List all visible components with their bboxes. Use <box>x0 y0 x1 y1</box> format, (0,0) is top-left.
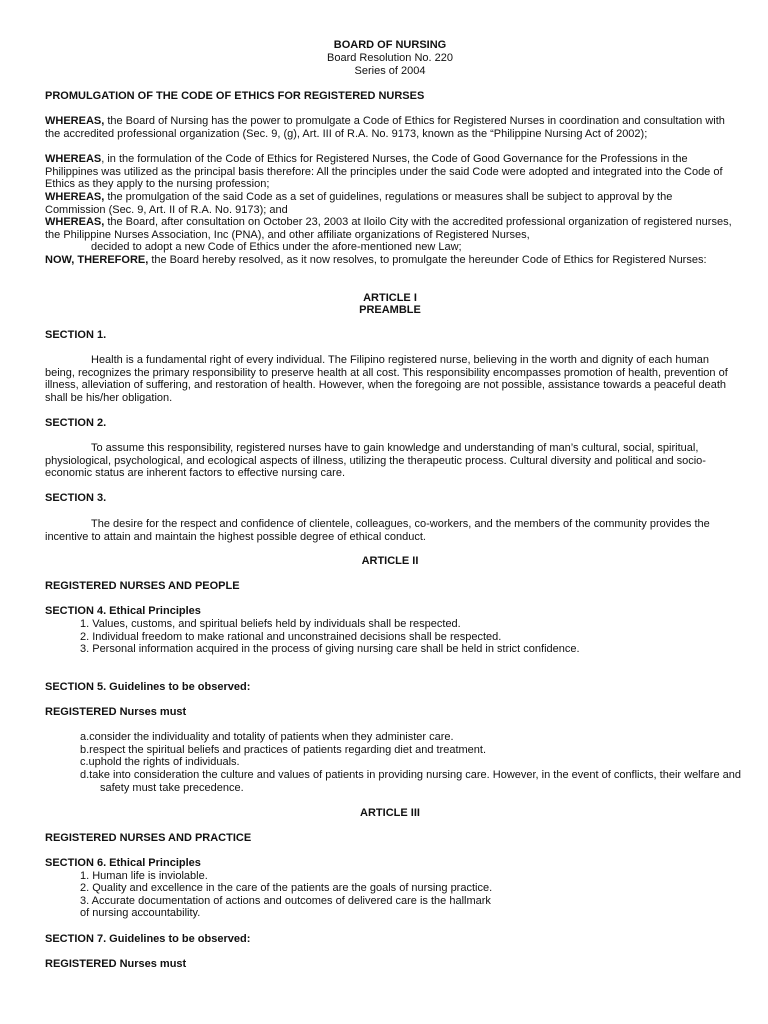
section-4-title: SECTION 4. Ethical Principles <box>45 605 201 617</box>
now-therefore-clause <box>45 254 735 267</box>
whereas-clause-1 <box>45 115 735 140</box>
article-2-title: ARTICLE II <box>361 555 419 567</box>
whereas-lead: WHEREAS <box>45 153 102 165</box>
series-year: Series of 2004 <box>354 65 426 77</box>
list-item: 3. Personal information acquired in the process of giving nursing care shall be held in strict confidence. <box>80 643 580 655</box>
now-therefore-lead: NOW, THEREFORE, <box>45 254 149 266</box>
article-1-subtitle: PREAMBLE <box>359 304 421 316</box>
whereas-lead: WHEREAS, <box>45 115 105 127</box>
section-5-lead: REGISTERED Nurses must <box>45 706 187 718</box>
list-item: 3. Accurate documentation of actions and outcomes of delivered care is the hallmark <box>80 895 491 907</box>
whereas-text: the Board, after consultation on October 23, 2003 at Iloilo City with the accredited professional organization of registered nurses, the Philippine Nurses Association, Inc (PNA), and other affiliate organizations of Registered Nurses, <box>45 216 732 241</box>
list-item: 1. Human life is inviolable. <box>80 870 208 882</box>
article-3-title: ARTICLE III <box>360 807 420 819</box>
section-1-title: SECTION 1. <box>45 329 107 341</box>
list-item: a.consider the individuality and totality of patients when they administer care. <box>80 731 454 743</box>
whereas-text: the promulgation of the said Code as a set of guidelines, regulations or measures shall be subject to approval by the Commission (Sec. 9, Art. II of R.A. No. 9173); and <box>45 191 673 216</box>
section-3-title: SECTION 3. <box>45 492 107 504</box>
section-3-text: The desire for the respect and confidence of clientele, colleagues, co-workers, and the members of the community provides the incentive to attain and maintain the highest possible degree of ethical conduct. <box>45 518 710 543</box>
section-2-text: To assume this responsibility, registered nurses have to gain knowledge and understanding of man’s cultural, social, spiritual, physiological, psychological, and ecological aspects of illness, utilizing the therapeutic process. Cultural diversity and political and socio-economic status are inherent factors to effective nursing care. <box>45 442 706 480</box>
whereas-text: , in the formulation of the Code of Ethics for Registered Nurses, the Code of Good Governance for the Professions in the Philippines was utilized as the principal basis therefore: All the principles under the said Code were adopted and integrated into the Code of Ethics as they apply to the nursing profession; <box>45 153 723 191</box>
whereas-clause-4 <box>45 216 735 241</box>
whereas-clause-3 <box>45 191 735 216</box>
list-item: c.uphold the rights of individuals. <box>80 756 240 768</box>
now-therefore-text: the Board hereby resolved, as it now resolves, to promulgate the hereunder Code of Ethics for Registered Nurses: <box>148 254 707 266</box>
section-2-title: SECTION 2. <box>45 417 107 429</box>
section-5-title: SECTION 5. Guidelines to be observed: <box>45 681 251 693</box>
section-7-lead: REGISTERED Nurses must <box>45 958 187 970</box>
section-6-title: SECTION 6. Ethical Principles <box>45 857 201 869</box>
list-item-continuation: of nursing accountability. <box>80 907 201 919</box>
whereas-text: the Board of Nursing has the power to promulgate a Code of Ethics for Registered Nurses in coordination and consultation with the accredited professional organization (Sec. 9, (g), Art. III of R.A. No. 9173, known as the “Philippine Nursing Act of 2002); <box>45 115 725 140</box>
main-title: PROMULGATION OF THE CODE OF ETHICS FOR REGISTERED NURSES <box>45 90 425 102</box>
whereas-text: decided to adopt a new Code of Ethics under the afore-mentioned new Law; <box>91 241 462 253</box>
article-1-title: ARTICLE I <box>363 292 417 304</box>
resolution-number: Board Resolution No. 220 <box>327 52 453 64</box>
board-title: BOARD OF NURSING <box>333 39 447 51</box>
whereas-clause-4-cont <box>91 241 735 254</box>
article-2-heading: REGISTERED NURSES AND PEOPLE <box>45 580 240 592</box>
section-1-text: Health is a fundamental right of every individual. The Filipino registered nurse, believing in the worth and dignity of each human being, recognizes the primary responsibility to preserve health at all cost. This responsibility encompasses promotion of health, prevention of illness, alleviation of suffering, and restoration of health. However, when the foregoing are not possible, assistance towards a peaceful death shall be his/her obligation. <box>45 354 728 404</box>
article-3-heading: REGISTERED NURSES AND PRACTICE <box>45 832 252 844</box>
list-item: 1. Values, customs, and spiritual beliefs held by individuals shall be respected. <box>80 618 461 630</box>
list-item: b.respect the spiritual beliefs and practices of patients regarding diet and treatment. <box>80 744 487 756</box>
section-7-title: SECTION 7. Guidelines to be observed: <box>45 933 251 945</box>
whereas-clause-2 <box>45 153 735 191</box>
list-item: 2. Quality and excellence in the care of the patients are the goals of nursing practice. <box>80 882 493 894</box>
list-item: d.take into consideration the culture and values of patients in providing nursing care. However, in the event of conflicts, their welfare and safety must take precedence. <box>80 769 741 794</box>
list-item: 2. Individual freedom to make rational and unconstrained decisions shall be respected. <box>80 631 502 643</box>
whereas-lead: WHEREAS, <box>45 191 105 203</box>
whereas-lead: WHEREAS, <box>45 216 105 228</box>
